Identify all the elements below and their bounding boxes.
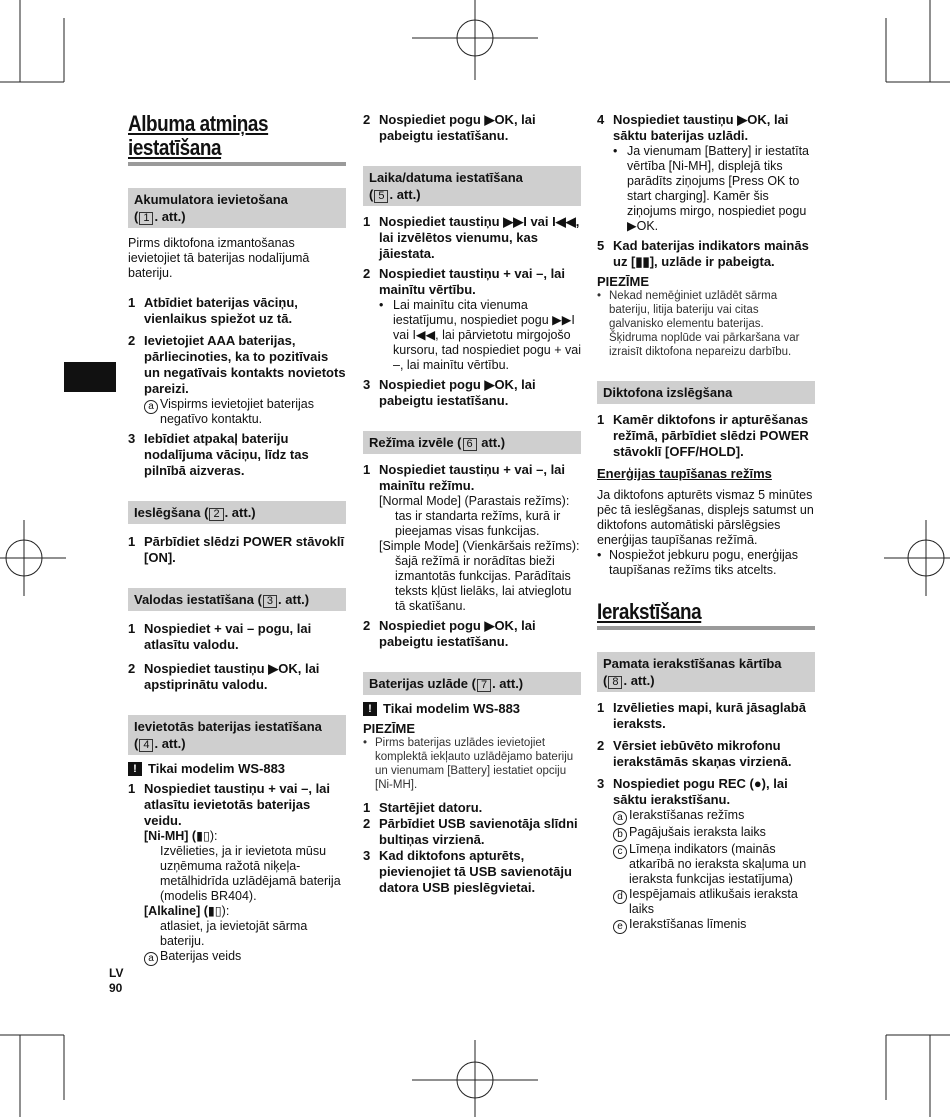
section-title-recording: Ierakstīšana bbox=[597, 599, 702, 624]
record-item-b: b Pagājušais ieraksta laiks bbox=[613, 825, 815, 842]
heading-battery-type: Ievietotās baterijas iestatīšana ( 4 . att.) bbox=[128, 715, 346, 755]
warning-icon: ! bbox=[363, 702, 377, 716]
heading-language: Valodas iestatīšana ( 3 . att.) bbox=[128, 588, 346, 611]
mode-normal: [Normal Mode] (Parastais režīms): bbox=[379, 494, 570, 508]
option-nimh: [Ni-MH] (▮▯): bbox=[144, 829, 218, 843]
heading-battery-charge: Baterijas uzlāde ( 7 . att.) bbox=[363, 672, 581, 695]
mode-normal-desc: tas ir standarta režīms, kurā ir pieejamas visas funkcijas. bbox=[395, 509, 561, 538]
charge-warning-note: • Nekad nemēģiniet uzlādēt sārma bateriju, litija bateriju vai citas galvanisko elementu baterijas. Šķidruma noplūde vai pārkaršana var izraisīt diktofona nepareizu darbību. bbox=[597, 290, 800, 358]
charge-step-1: 1 Startējiet datoru. bbox=[363, 800, 483, 815]
battery-step-3: 3 Iebīdiet atpakaļ bateriju nodalījuma vāciņu, līdz tas pilnībā aizveras. bbox=[128, 431, 309, 478]
record-step-2: 2 Vērsiet iebūvēto mikrofonu ierakstāmās skaņas virzienā. bbox=[597, 738, 792, 769]
album-step-2: 2 Nospiediet pogu ▶OK, lai pabeigtu iestatīšanu. bbox=[363, 112, 536, 143]
footer-page-number: 90 bbox=[109, 981, 123, 995]
battery-type-step-1: 1 Nospiediet taustiņu + vai –, lai atlasītu ievietotās baterijas veidu. bbox=[128, 781, 331, 828]
heading-time-date: Laika/datuma iestatīšana ( 5 . att.) bbox=[363, 166, 581, 206]
time-step-3: 3 Nospiediet pogu ▶OK, lai pabeigtu iestatīšanu. bbox=[363, 377, 536, 408]
energy-saving-text: Ja diktofons apturēts vismaz 5 minūtes pēc tā ieslēgšanas, displejs satumst un diktofons automātiski pārslēgsies enerģijas taupīšanas režīmā. bbox=[597, 488, 814, 547]
battery-full-icon: ▮▮ bbox=[635, 254, 650, 269]
heading-power-on: Ieslēgšana ( 2 . att.) bbox=[128, 501, 346, 524]
battery-step-2-note: a Vispirms ievietojiet baterijas negatīvo kontaktu. bbox=[144, 397, 346, 427]
column-middle bbox=[363, 112, 581, 896]
model-note-ws883-charge: ! Tikai modelim WS-883 bbox=[363, 701, 581, 717]
charge-note: • Pirms baterijas uzlādes ievietojiet komplektā iekļauto uzlādējamo bateriju un vienumam [Battery] iestatiet opciju [Ni-MH]. bbox=[363, 737, 574, 791]
time-step-1: 1 Nospiediet taustiņu ▶▶I vai I◀◀, lai izvēlētos vienumu, kas jāiestata. bbox=[363, 214, 580, 261]
record-item-d: d Iespējamais atlikušais ieraksta laiks bbox=[613, 887, 815, 917]
time-step-2: 2 Nospiediet taustiņu + vai –, lai mainītu vērtību. bbox=[363, 266, 566, 297]
battery-step-2: 2 Ievietojiet AAA baterijas, pārliecinoties, ka to pozitīvais un negatīvais kontakts novietots pareizi. bbox=[128, 333, 346, 396]
mode-simple: [Simple Mode] (Vienkāršais režīms): bbox=[379, 539, 580, 553]
warning-icon: ! bbox=[128, 762, 142, 776]
nimh-battery-icon: ▮▯ bbox=[196, 829, 210, 843]
option-nimh-desc: Izvēlieties, ja ir ievietota mūsu uzņēmuma ražotā niķeļa-metālhidrīda uzlādējamā baterija (modelis BR404). bbox=[160, 844, 341, 903]
mode-step-1: 1 Nospiediet taustiņu + vai –, lai mainītu režīmu. bbox=[363, 462, 566, 493]
page-footer bbox=[109, 966, 123, 996]
language-step-2: 2 Nospiediet taustiņu ▶OK, lai apstiprinātu valodu. bbox=[128, 661, 320, 692]
charge-step-2: 2 Pārbīdiet USB savienotāja slīdni bultiņas virzienā. bbox=[363, 816, 578, 847]
charge-step-3: 3 Kad diktofons apturēts, pievienojiet tā USB savienotāju datora USB pieslēgvietai. bbox=[363, 848, 572, 895]
section-title-album: Albuma atmiņas iestatīšana bbox=[128, 111, 269, 160]
footer-lang: LV bbox=[109, 966, 124, 980]
battery-step-1: 1 Atbīdiet baterijas vāciņu, vienlaikus spiežot uz tā. bbox=[128, 295, 298, 326]
column-left bbox=[128, 112, 346, 966]
option-alkaline: [Alkaline] (▮▯): bbox=[144, 904, 230, 918]
mode-step-2: 2 Nospiediet pogu ▶OK, lai pabeigtu iestatīšanu. bbox=[363, 618, 536, 649]
charge-step-4-bullet: • Ja vienumam [Battery] ir iestatīta vērtība [Ni-MH], displejā tiks parādīts ziņojums [Press OK to start charging]. Kamēr šis ziņojums mirgo, nospiediet pogu ▶OK. bbox=[613, 144, 810, 233]
charge-step-4: 4 Nospiediet taustiņu ▶OK, lai sāktu baterijas uzlādi. bbox=[597, 112, 789, 143]
mode-simple-desc: šajā režīmā ir norādītas bieži izmantotās funkcijas. Parādītais teksts kļūst lielāks, lai atvieglotu tā skatīšanu. bbox=[395, 554, 572, 613]
heading-basic-recording: Pamata ierakstīšanas kārtība ( 8 . att.) bbox=[597, 652, 815, 692]
heading-mode-select: Režīma izvēle ( 6 att.) bbox=[363, 431, 581, 454]
battery-type-note: a Baterijas veids bbox=[144, 949, 346, 966]
record-step-1: 1 Izvēlieties mapi, kurā jāsaglabā ieraksts. bbox=[597, 700, 806, 731]
alkaline-battery-icon: ▮▯ bbox=[207, 904, 222, 918]
record-step-3: 3 Nospiediet pogu REC (●), lai sāktu ierakstīšanu. bbox=[597, 776, 788, 807]
energy-saving-heading: Enerģijas taupīšanas režīms bbox=[597, 466, 772, 481]
battery-intro: Pirms diktofona izmantošanas ievietojiet tā baterijas nodalījumā bateriju. bbox=[128, 236, 310, 280]
heading-power-off: Diktofona izslēgšana bbox=[597, 381, 815, 404]
record-item-e: e Ierakstīšanas līmenis bbox=[613, 917, 815, 934]
charge-step-5: 5 Kad baterijas indikators mainās uz [▮▮], uzlāde ir pabeigta. bbox=[597, 238, 809, 269]
option-alkaline-desc: atlasiet, ja ievietojāt sārma bateriju. bbox=[160, 919, 308, 948]
model-note-ws883: ! Tikai modelim WS-883 bbox=[128, 761, 346, 777]
note-heading-2: PIEZĪME bbox=[597, 274, 650, 289]
energy-saving-bullet: • Nospiežot jebkuru pogu, enerģijas taupīšanas režīms tiks atcelts. bbox=[597, 548, 799, 577]
time-step-2-bullet: • Lai mainītu cita vienuma iestatījumu, nospiediet pogu ▶▶I vai I◀◀, lai pārvietotu mirgojošo kursoru, tad nospiediet pogu + vai –, lai mainītu vērtību. bbox=[379, 298, 581, 372]
section-tab-marker bbox=[64, 362, 116, 392]
record-item-c: c Līmeņa indikators (mainās atkarībā no ieraksta skaļuma un ieraksta funkcijas iestatījuma) bbox=[613, 842, 815, 887]
power-step-1: 1 Pārbīdiet slēdzi POWER stāvoklī [ON]. bbox=[128, 534, 345, 565]
language-step-1: 1 Nospiediet + vai – pogu, lai atlasītu valodu. bbox=[128, 621, 312, 652]
power-off-step-1: 1 Kamēr diktofons ir apturēšanas režīmā, pārbīdiet slēdzi POWER stāvoklī [OFF/HOLD]. bbox=[597, 412, 809, 459]
column-right bbox=[597, 112, 815, 934]
record-item-a: a Ierakstīšanas režīms bbox=[613, 808, 815, 825]
heading-battery-insert: Akumulatora ievietošana ( 1 . att.) bbox=[128, 188, 346, 228]
note-heading: PIEZĪME bbox=[363, 721, 416, 736]
